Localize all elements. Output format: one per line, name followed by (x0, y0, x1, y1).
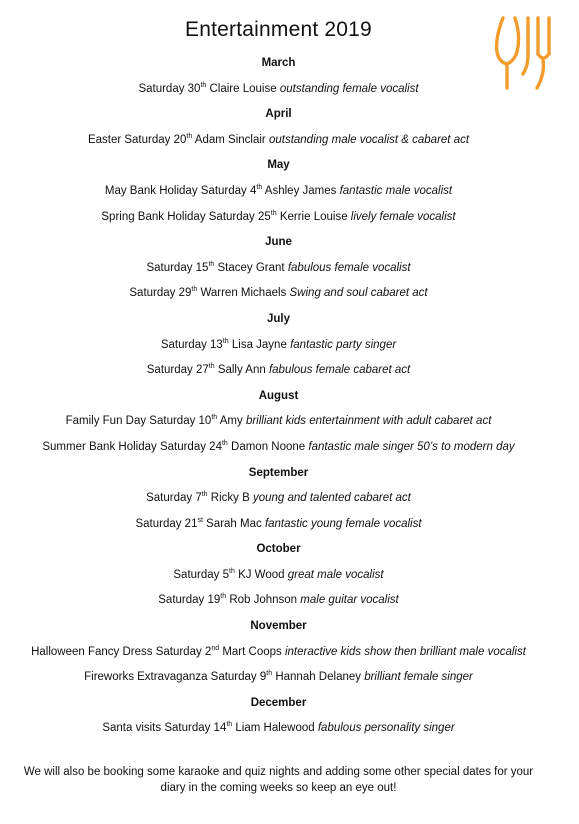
month-heading: December (250, 696, 307, 709)
event-row (0, 333, 557, 359)
event-description: fantastic male vocalist (339, 184, 453, 197)
date-ordinal-suffix: th (220, 593, 227, 601)
date-ordinal-suffix: th (256, 183, 263, 191)
month-heading: July (266, 312, 290, 325)
event-row (0, 77, 557, 103)
month-heading: June (265, 236, 292, 249)
month-heading: October (256, 543, 301, 556)
event-date: Fireworks Extravaganza Saturday 9 (84, 671, 267, 684)
event-row (0, 435, 557, 461)
event-row (0, 512, 557, 538)
event-description: Swing and soul cabaret act (289, 287, 428, 300)
month-heading: May (267, 159, 290, 172)
event-date: Saturday 30 (138, 82, 201, 95)
event-date: May Bank Holiday Saturday 4 (104, 184, 257, 197)
event-date: Family Fun Day Saturday 10 (65, 415, 212, 428)
event-date: Saturday 15 (146, 261, 209, 274)
event-description: fabulous female cabaret act (268, 364, 411, 377)
event-date: Santa visits Saturday 14 (102, 722, 227, 735)
date-ordinal-suffix: th (222, 337, 229, 345)
event-performer: Ashley James (264, 184, 337, 197)
event-date: Easter Saturday 20 (87, 133, 187, 146)
date-ordinal-suffix: th (191, 286, 198, 294)
event-row (0, 588, 557, 614)
footer-line-2: diary in the coming weeks so keep an eye out! (160, 782, 397, 794)
page-title: Entertainment 2019 (185, 18, 372, 41)
event-date: Saturday 7 (146, 492, 202, 505)
event-description: male guitar vocalist (300, 594, 399, 607)
event-performer: Hannah Delaney (275, 671, 361, 684)
event-performer: Warren Michaels (200, 287, 287, 300)
event-performer: Sally Ann (217, 364, 266, 377)
event-row (0, 205, 557, 231)
event-description: interactive kids show then brilliant male vocalist (284, 645, 526, 658)
date-ordinal-suffix: th (221, 439, 228, 447)
date-ordinal-suffix: th (208, 363, 215, 371)
event-row (0, 486, 557, 512)
footer-line-1: We will also be booking some karaoke and quiz nights and adding some other special dates for your (23, 766, 534, 778)
event-performer: Mart Coops (222, 645, 282, 658)
event-description: outstanding male vocalist & cabaret act (268, 133, 470, 146)
event-performer: Adam Sinclair (194, 133, 266, 146)
date-ordinal-suffix: th (266, 670, 273, 678)
event-description: outstanding female vocalist (279, 82, 419, 95)
date-ordinal-suffix: st (197, 516, 203, 524)
month-heading: September (248, 466, 309, 479)
date-ordinal-suffix: th (270, 209, 277, 217)
month-heading: March (261, 57, 296, 69)
date-ordinal-suffix: th (186, 132, 193, 140)
date-ordinal-suffix: nd (211, 644, 220, 652)
event-row (0, 358, 557, 384)
event-row (0, 640, 557, 666)
event-description: fabulous female vocalist (287, 261, 411, 274)
date-ordinal-suffix: th (201, 491, 208, 499)
event-description: fantastic party singer (290, 338, 397, 351)
event-date: Saturday 19 (158, 594, 221, 607)
event-row (0, 665, 557, 691)
date-ordinal-suffix: th (208, 260, 215, 268)
date-ordinal-suffix: th (226, 721, 233, 729)
event-performer: Stacey Grant (217, 261, 285, 274)
event-performer: Ricky B (210, 492, 250, 505)
event-date: Spring Bank Holiday Saturday 25 (101, 210, 271, 223)
event-description: brilliant female singer (364, 671, 473, 684)
date-ordinal-suffix: th (211, 414, 218, 422)
event-description: fabulous personality singer (317, 722, 455, 735)
events-list (0, 51, 557, 742)
date-ordinal-suffix: th (229, 567, 235, 575)
event-description: fantastic male singer 50’s to modern day (308, 440, 515, 453)
event-performer: Lisa Jayne (231, 338, 287, 351)
footer-note (0, 764, 557, 796)
month-heading: August (258, 389, 299, 402)
event-date: Saturday 5 (173, 568, 230, 581)
event-row (0, 716, 557, 742)
event-row (0, 256, 557, 282)
event-description: fantastic young female vocalist (264, 517, 422, 530)
event-date: Halloween Fancy Dress Saturday 2 (31, 645, 212, 658)
event-row (0, 409, 557, 435)
event-description: young and talented cabaret act (252, 492, 411, 505)
event-performer: Liam Halewood (235, 722, 315, 735)
event-row (0, 128, 557, 154)
event-date: Saturday 29 (129, 287, 192, 300)
event-date: Summer Bank Holiday Saturday 24 (42, 440, 222, 453)
event-date: Saturday 21 (135, 517, 198, 530)
event-row (0, 179, 557, 205)
event-description: brilliant kids entertainment with adult cabaret act (245, 415, 492, 428)
event-performer: Rob Johnson (229, 594, 298, 607)
month-heading: April (265, 108, 292, 121)
event-date: Saturday 13 (160, 338, 223, 351)
event-performer: Claire Louise (209, 82, 277, 95)
event-description: great male vocalist (287, 568, 384, 581)
event-performer: Sarah Mac (206, 517, 262, 530)
event-description: lively female vocalist (350, 210, 456, 223)
event-date: Saturday 27 (146, 364, 209, 377)
event-row (0, 563, 557, 589)
event-performer: Amy (219, 415, 243, 428)
month-heading: November (250, 620, 307, 633)
event-performer: KJ Wood (238, 568, 285, 581)
date-ordinal-suffix: th (200, 81, 207, 89)
event-performer: Kerrie Louise (279, 210, 348, 223)
event-row (0, 281, 557, 307)
event-performer: Damon Noone (231, 440, 306, 453)
